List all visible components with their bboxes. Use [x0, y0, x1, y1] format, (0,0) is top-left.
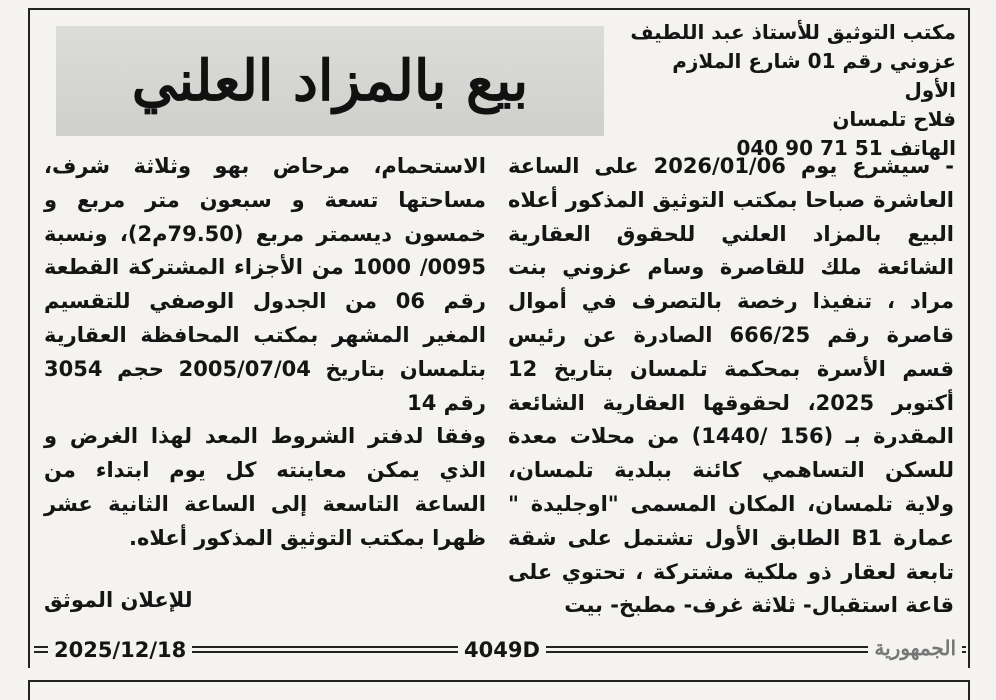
office-name: مكتب التوثيق للأستاذ عبد اللطيف — [630, 20, 956, 44]
announcement-body-part2: الاستحمام، مرحاض بهو وثلاثة شرف، مساحتها تسعة و سبعون متر مربع و خمسون ديسمتر مربع (79.50م2)، ونسبة 0095/ 1000 من الأجزاء المشتركة القطعة رقم 06 من الجدول الوصفي للتقسيم المغير المشهر بمكتب المحافظة العقارية بتلمسان بتاريخ 2005/07/04 حجم 3054 رقم 14 — [44, 154, 486, 415]
signature-line: للإعلان الموثق — [44, 588, 193, 612]
right-text-column — [508, 150, 954, 622]
title-banner — [56, 26, 604, 136]
page-title: بيع بالمزاد العلني — [131, 48, 529, 114]
next-ad-frame — [28, 680, 970, 700]
newspaper-logo: الجمهورية — [868, 636, 962, 660]
left-text-column — [44, 150, 486, 548]
office-city: فلاح تلمسان — [832, 107, 956, 131]
ad-code: 4049D — [458, 638, 546, 662]
announcement-body-part1: - سيشرع يوم 2026/01/06 على الساعة العاشرة صباحا بمكتب التوثيق المذكور أعلاه البيع بالمزاد العلني للحقوق العقارية الشائعة ملك للقاصرة وسام عزوني بنت مراد ، تنفيذا رخصة بالتصرف في أموال قاصرة رقم 666/25 الصادرة عن رئيس قسم الأسرة بمحكمة تلمسان بتاريخ 12 أكتوبر 2025، لحقوقها العقارية الشائعة المقدرة بـ (156 /1440) من محلات معدة للسكن التساهمي كائنة ببلدية تلمسان، ولاية تلمسان، المكان المسمى "اوجليدة " عمارة B1 الطابق الأول تشتمل على شقة تابعة لعقار ذو ملكية مشتركة ، تحتوي على قاعة استقبال- ثلاثة غرف- مطبخ- بيت — [508, 154, 955, 618]
publication-date: 2025/12/18 — [48, 638, 192, 662]
announcement-body-part3: وفقا لدفتر الشروط المعد لهذا الغرض و الذي يمكن معاينته كل يوم ابتداء من الساعة التاسعة إلى الساعة الثانية عشر ظهرا بمكتب التوثيق المذكور أعلاه. — [44, 424, 486, 550]
notary-office-header — [626, 18, 956, 163]
office-phone: الهاتف 51 71 90 040 — [736, 136, 956, 160]
office-address: عزوني رقم 01 شارع الملازم الأول — [672, 49, 956, 102]
